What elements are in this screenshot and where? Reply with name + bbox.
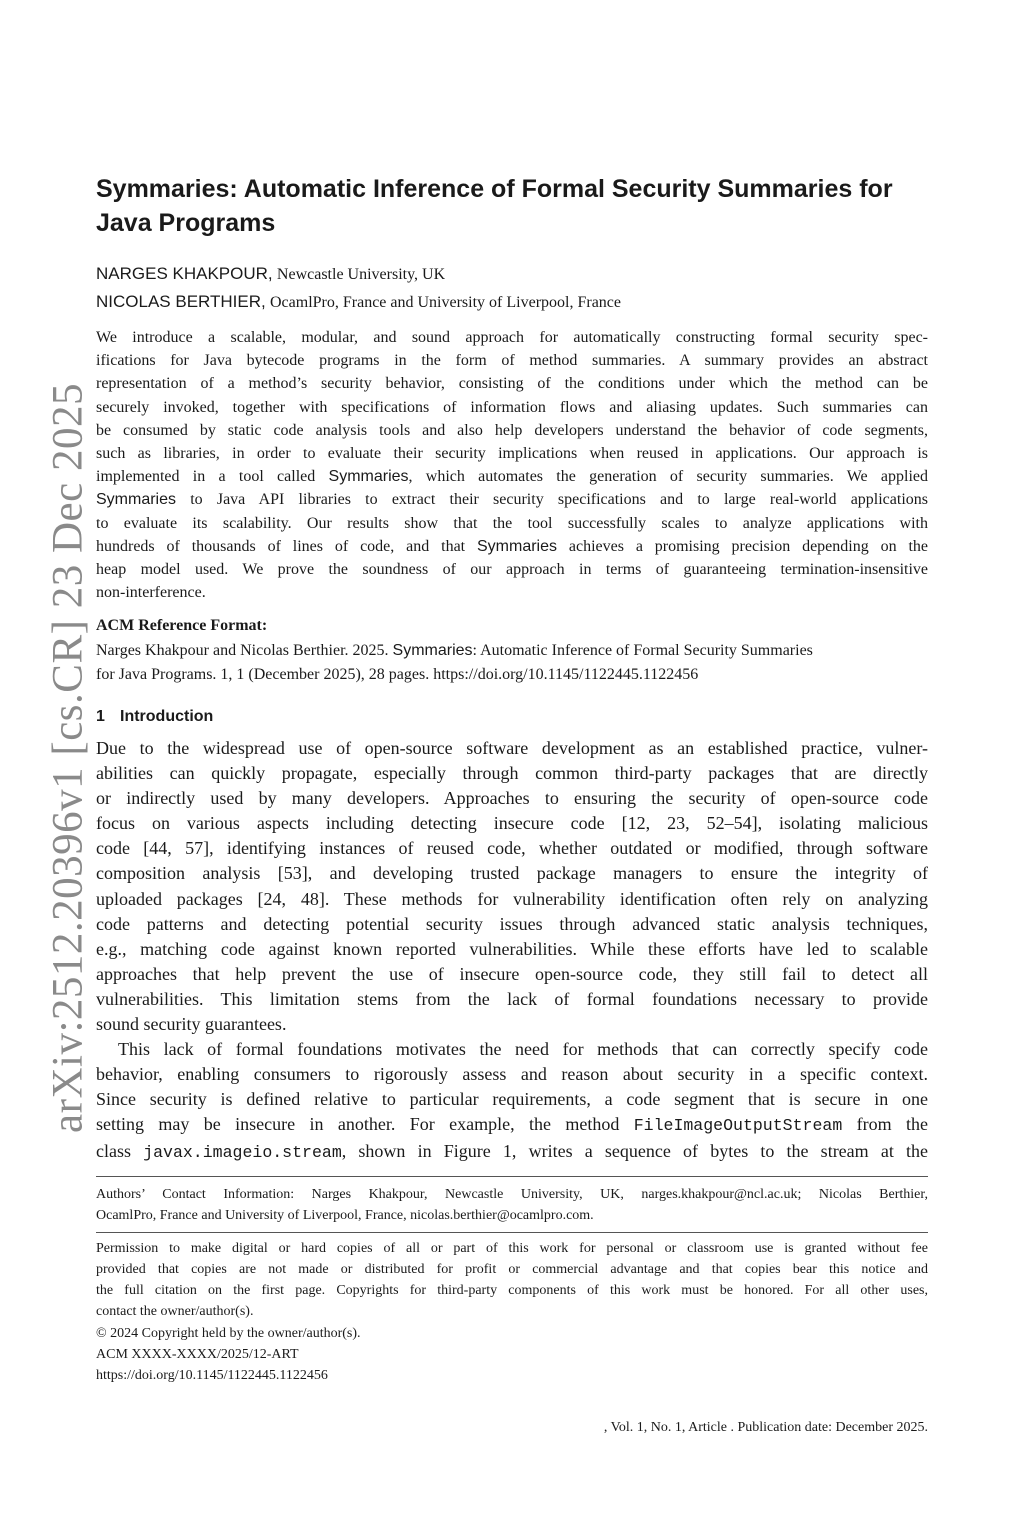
code-identifier: FileImageOutputStream — [633, 1116, 843, 1136]
section-heading-introduction — [96, 708, 213, 726]
body-line: class javax.imageio.stream, shown in Figure 1, writes a sequence of bytes to the stream at the — [96, 1140, 928, 1162]
permission-divider — [96, 1232, 928, 1233]
body-line: uploaded packages [24, 48]. These methods for vulnerability identification often rely on analyzing — [96, 888, 928, 909]
body-line: composition analysis [53], and developing trusted package managers to ensure the integrity of — [96, 863, 928, 884]
code-identifier: javax.imageio.stream — [143, 1142, 342, 1162]
permission-line: contact the owner/author(s). — [96, 1304, 254, 1319]
body-line: This lack of formal foundations motivates the need for methods that can correctly specify code — [118, 1039, 928, 1060]
abstract-line: Symmaries to Java API libraries to extract their security specifications and to large real-world applications — [96, 491, 928, 509]
tool-name: Symmaries — [328, 468, 409, 486]
body-line: code patterns and detecting potential security issues through advanced static analysis techniques, — [96, 913, 928, 934]
abstract-line: be consumed by static code analysis tools and also help developers understand the behavior of code segments, — [96, 421, 928, 439]
body-line: Due to the widespread use of open-source software development as an established practice, vulner- — [96, 738, 928, 758]
author-2 — [96, 292, 621, 312]
body-line: behavior, enabling consumers to rigorously assess and reason about security in a specific context. — [96, 1064, 928, 1085]
permission-line: provided that copies are not made or distributed for profit or commercial advantage and that copies bear this notice and — [96, 1262, 928, 1277]
tool-name: Symmaries — [96, 491, 177, 509]
permission-notice — [96, 1238, 928, 1322]
author-2-affiliation: OcamlPro, France and University of Liverpool, France — [269, 294, 621, 311]
footnote-divider — [96, 1176, 928, 1177]
body-line: code [44, 57], identifying instances of reused code, whether outdated or modified, through software — [96, 838, 928, 859]
abstract-line: We introduce a scalable, modular, and sound approach for automatically constructing formal security spec- — [96, 329, 928, 346]
permission-line: Permission to make digital or hard copies of all or part of this work for personal or classroom use is granted without fee — [96, 1241, 928, 1256]
abstract-line: to evaluate its scalability. Our results show that the tool successfully scales to analyze applications with — [96, 514, 928, 532]
section-number: 1 — [96, 708, 105, 725]
contact-line: OcamlPro, France and University of Liverpool, France, nicolas.berthier@ocamlpro.com. — [96, 1208, 594, 1223]
contact-information — [96, 1184, 928, 1226]
paper-title — [96, 172, 946, 240]
tool-name: Symmaries — [392, 642, 473, 659]
body-line: approaches that help prevent the use of insecure open-source code, they still fail to detect all — [96, 963, 928, 984]
abstract-line: heap model used. We prove the soundness of our approach in terms of guaranteeing termination-insensitive — [96, 561, 928, 579]
body-line: vulnerabilities. This limitation stems from the lack of formal foundations necessary to provide — [96, 988, 928, 1009]
body-line: Since security is defined relative to particular requirements, a code segment that is secure in one — [96, 1089, 928, 1110]
abstract-line: non-interference. — [96, 584, 206, 602]
copyright-line: © 2024 Copyright held by the owner/author(s). — [96, 1326, 361, 1341]
acm-reference-line-2: for Java Programs. 1, 1 (December 2025), 28 pages. https://doi.org/10.1145/1122445.1122456 — [96, 665, 699, 683]
author-1-affiliation: Newcastle University, UK — [276, 266, 446, 283]
abstract — [96, 326, 928, 604]
acm-reference-line-1: Narges Khakpour and Nicolas Berthier. 2025. Symmaries: Automatic Inference of Formal Security Summaries — [96, 642, 813, 659]
title-line-1: Symmaries: Automatic Inference of Formal Security Summaries for — [96, 175, 893, 203]
introduction-body — [96, 736, 928, 1165]
acm-reference — [96, 639, 928, 686]
abstract-line: securely invoked, together with specifications of information flows and aliasing updates. Such summaries can — [96, 398, 928, 416]
abstract-line: such as libraries, in order to evaluate their security implications when reused in applications. Our approach is — [96, 445, 928, 463]
section-title: Introduction — [120, 708, 214, 725]
abstract-line: representation of a method’s security behavior, consisting of the conditions under which the method can be — [96, 375, 928, 393]
title-line-2: Java Programs — [96, 209, 276, 237]
abstract-line: ifications for Java bytecode programs in the form of method summaries. A summary provides an abstract — [96, 352, 928, 370]
body-line: setting may be insecure in another. For example, the method FileImageOutputStream from the — [96, 1114, 928, 1136]
author-1-name: NARGES KHAKPOUR, — [96, 264, 273, 283]
doi-link[interactable]: https://doi.org/10.1145/1122445.1122456 — [96, 1368, 328, 1383]
tool-name: Symmaries — [476, 537, 557, 555]
author-2-name: NICOLAS BERTHIER, — [96, 292, 266, 311]
body-line: abilities can quickly propagate, especially through common third-party packages that are directly — [96, 763, 928, 784]
abstract-line: hundreds of thousands of lines of code, and that Symmaries achieves a promising precision depending on the — [96, 537, 928, 555]
body-line: or indirectly used by many developers. Approaches to ensuring the security of open-source code — [96, 788, 928, 809]
acm-reference-heading: ACM Reference Format: — [96, 617, 268, 634]
author-1 — [96, 264, 445, 284]
page-footer: , Vol. 1, No. 1, Article . Publication date: December 2025. — [603, 1420, 928, 1435]
body-line: e.g., matching code against known reported vulnerabilities. While these efforts have led to scalable — [96, 938, 928, 959]
body-line: focus on various aspects including detecting insecure code [12, 23, 52–54], isolating malicious — [96, 813, 928, 834]
arxiv-side-stamp: arXiv:2512.20396v1 [cs.CR] 23 Dec 2025 — [44, 383, 92, 1133]
contact-line: Authors’ Contact Information: Narges Khakpour, Newcastle University, UK, narges.khakpour@ncl.ac.uk; Nicolas Berthier, — [96, 1187, 928, 1202]
acm-number-line: ACM XXXX-XXXX/2025/12-ART — [96, 1347, 299, 1362]
body-line: sound security guarantees. — [96, 1014, 287, 1035]
permission-line: the full citation on the first page. Copyrights for third-party components of this work must be honored. For all other uses, — [96, 1283, 928, 1298]
abstract-line: implemented in a tool called Symmaries, which automates the generation of security summaries. We applied — [96, 468, 929, 486]
